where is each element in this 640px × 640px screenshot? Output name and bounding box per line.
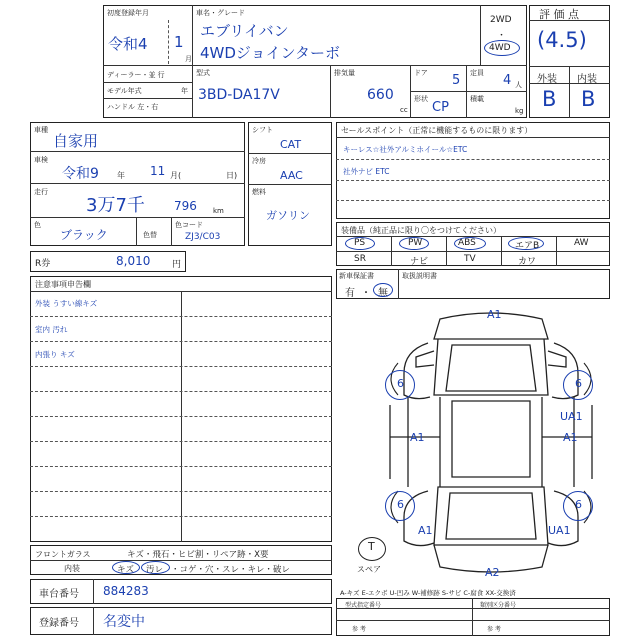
- equip-sr: SR: [354, 254, 366, 264]
- load-unit: kg: [515, 107, 524, 115]
- equip-abs: ABS: [458, 238, 476, 248]
- drive-2wd: 2WD: [490, 15, 512, 25]
- type-ref-divider: [472, 598, 473, 636]
- inspection-value: 令和9: [62, 166, 99, 182]
- notes-dash-3: [30, 366, 332, 367]
- color-code-divider: [171, 217, 172, 246]
- drive-divider: [480, 5, 481, 65]
- car-grade: 4WDジョインターボ: [200, 44, 341, 62]
- dmg-left-rear-wheel-circle: [385, 491, 415, 521]
- interior-value: B: [581, 87, 596, 111]
- notes-dash-9: [30, 516, 332, 517]
- glass-line: [30, 560, 332, 561]
- door-label: ドア: [414, 69, 428, 77]
- inspection-label: 車検: [34, 156, 48, 164]
- vehicle-line-2: [30, 183, 245, 184]
- recycle-box: [30, 251, 186, 272]
- shape-value: CP: [432, 100, 449, 115]
- dmg-right-rear: UA1: [548, 524, 571, 537]
- rating-divider: [569, 66, 570, 118]
- shape-label: 形状: [414, 95, 428, 103]
- interior-dirt-circle: [141, 561, 170, 574]
- door-value: 5: [452, 73, 461, 88]
- capacity-label: 定員: [470, 69, 484, 77]
- car-name: エブリイバン: [200, 22, 289, 40]
- capacity-value: 4: [503, 73, 512, 88]
- model-year-label: モデル年式: [107, 87, 142, 95]
- model-year-unit: 年: [181, 87, 188, 95]
- exterior-value: B: [542, 87, 557, 111]
- recycle-unit: 円: [172, 260, 182, 270]
- col-divider-5: [466, 65, 467, 118]
- spec-line-2: [248, 184, 332, 185]
- car-name-label: 車名・グレード: [196, 9, 245, 17]
- interior-opt-dirt: 汚レ: [146, 565, 164, 575]
- type-ref-title: 型式指定番号: [345, 602, 382, 609]
- cooling-value: AAC: [280, 169, 303, 182]
- color-value: ブラック: [60, 228, 108, 242]
- displacement-unit: cc: [400, 106, 408, 114]
- warranty-dot: ・: [361, 288, 371, 299]
- notes-label: 注意事項申告欄: [35, 280, 91, 289]
- dmg-front-top: A1: [487, 308, 502, 321]
- sales-dash-3: [336, 200, 610, 201]
- row-line-2: [103, 98, 192, 99]
- color-divider: [136, 217, 137, 246]
- rating-line-1: [529, 20, 610, 21]
- equip-div-4: [556, 236, 557, 266]
- equip-div-1: [391, 236, 392, 266]
- glass-label: フロントガラス: [35, 550, 91, 559]
- equip-ps-circle: [345, 237, 375, 250]
- notes-dash-2: [30, 341, 332, 342]
- equip-pw: PW: [408, 238, 423, 248]
- warranty-no: 無: [378, 288, 388, 299]
- vehicle-line-3: [30, 217, 245, 218]
- sales-label: セールスポイント（正常に機能するものに限ります）: [341, 126, 533, 135]
- recycle-label: R券: [35, 259, 51, 269]
- dmg-right-rear-wheel: 6: [575, 498, 582, 511]
- equip-pw-circle: [399, 237, 429, 250]
- sales-line-1: キーレス☆社外アルミホイール☆ETC: [343, 145, 468, 154]
- type-value: 3BD-DA17V: [198, 87, 280, 103]
- equip-leather: カワ: [518, 257, 537, 267]
- dmg-left-side: A1: [410, 431, 425, 444]
- recycle-value: 8,010: [116, 254, 151, 268]
- spare-letter: T: [368, 540, 375, 553]
- equip-airbag: エアB: [515, 241, 540, 251]
- vehicle-line-1: [30, 151, 245, 152]
- chassis-label: 車台番号: [39, 589, 79, 600]
- inspection-day-unit: 日): [226, 171, 238, 180]
- car-type-label: 車種: [34, 126, 48, 134]
- dmg-rear: A2: [485, 566, 500, 579]
- mileage-unit: km: [213, 207, 224, 215]
- color-code-value: ZJ3/C03: [185, 232, 221, 242]
- inspection-year-unit: 年: [117, 171, 125, 180]
- shift-label: シフト: [252, 126, 273, 134]
- color-code-label: 色コード: [175, 221, 203, 229]
- first-reg-month: 1: [174, 33, 184, 51]
- dmg-right-mirror-circle: [563, 370, 593, 400]
- warranty-no-circle: [373, 283, 393, 297]
- mileage-sub: 796: [174, 199, 197, 213]
- dmg-left-rear: A1: [418, 524, 433, 537]
- dmg-right-side: A1: [563, 431, 578, 444]
- type-ref-line-2: [336, 620, 610, 621]
- notes-dash-7: [30, 466, 332, 467]
- rating-score: (4.5): [537, 28, 587, 52]
- spare-label: スペア: [357, 565, 381, 574]
- dmg-left-rear-wheel: 6: [397, 498, 404, 511]
- interior-opt-rest: ・コゲ・穴・スレ・キレ・破レ: [171, 565, 290, 575]
- inspection-month: 11: [150, 164, 166, 178]
- dmg-left-mirror-circle: [385, 370, 415, 400]
- equip-line-2: [336, 251, 610, 252]
- equip-navi: ナビ: [410, 257, 429, 267]
- cooling-label: 冷房: [252, 157, 266, 165]
- class-ref-sub: 参 考: [487, 626, 501, 633]
- sales-line-2: 社外ナビ ETC: [343, 167, 390, 176]
- manual-label: 取扱説明書: [402, 272, 437, 280]
- note-item-1: 外装 うすい線キズ: [35, 299, 98, 308]
- exterior-label: 外装: [537, 74, 557, 85]
- sales-line-0: [336, 137, 610, 138]
- mileage-value: 3万7千: [86, 195, 145, 216]
- equip-ps: PS: [354, 238, 366, 248]
- col-divider: [192, 5, 193, 65]
- car-type-value: 自家用: [53, 132, 99, 150]
- note-item-3: 内張り キズ: [35, 350, 75, 359]
- equip-div-2: [446, 236, 447, 266]
- note-item-2: 室内 汚れ: [35, 325, 68, 334]
- drive-4wd: 4WD: [489, 43, 511, 53]
- car-diagram: [378, 305, 604, 585]
- class-ref-title: 類別区分番号: [480, 602, 517, 609]
- first-reg-divider: [168, 20, 169, 64]
- reg-value: 名変中: [103, 614, 145, 630]
- door-row-line: [410, 91, 527, 92]
- dmg-right-front: UA1: [560, 410, 583, 423]
- warranty-divider: [398, 269, 399, 299]
- notes-dash-4: [30, 391, 332, 392]
- fuel-value: ガソリン: [266, 209, 310, 222]
- displacement-label: 排気量: [334, 69, 355, 77]
- chassis-divider: [93, 579, 94, 604]
- col-divider-3: [330, 65, 331, 118]
- inspection-month-unit: 月(: [170, 171, 182, 180]
- fuel-label: 燃料: [252, 188, 266, 196]
- equip-div-3: [501, 236, 502, 266]
- sales-dash-2: [336, 180, 610, 181]
- chassis-value: 884283: [103, 584, 149, 598]
- load-label: 積載: [470, 95, 484, 103]
- notes-dash-6: [30, 441, 332, 442]
- col-divider-2: [192, 65, 193, 118]
- warranty-label: 新車保証書: [339, 272, 374, 280]
- glass-options: キズ・飛石・ヒビ割・リペア跡・X要: [127, 550, 269, 560]
- mileage-label: 走行: [34, 188, 48, 196]
- header-row-line: [103, 65, 527, 66]
- spec-line-1: [248, 153, 332, 154]
- equipment-label: 装備品（純正品に限り〇をつけてください）: [341, 226, 501, 235]
- capacity-unit: 人: [515, 81, 522, 89]
- type-ref-sub: 参 考: [352, 626, 366, 633]
- handle-label: ハンドル 左・右: [107, 103, 159, 111]
- equip-tv: TV: [464, 254, 476, 264]
- equip-airbag-circle: [508, 237, 544, 250]
- drive-dot: ・: [497, 31, 507, 41]
- interior-scratch-circle: [112, 561, 140, 574]
- equip-aw: AW: [574, 238, 589, 248]
- first-reg-label: 初度登録年月: [107, 9, 149, 17]
- dmg-left-mirror: 6: [397, 377, 404, 390]
- warranty-yes: 有: [345, 288, 355, 299]
- type-label: 型式: [196, 69, 210, 77]
- interior-row-label: 内装: [64, 564, 80, 573]
- rating-label: 評 価 点: [539, 8, 579, 21]
- interior-opt-scratch: キズ: [117, 565, 134, 575]
- equip-abs-circle: [454, 237, 486, 250]
- dmg-right-mirror: 6: [575, 377, 582, 390]
- displacement-value: 660: [367, 87, 394, 103]
- dealer-label: ディーラー・並 行: [107, 71, 165, 79]
- reg-divider: [93, 607, 94, 635]
- interior-label: 内装: [577, 74, 597, 85]
- row-line-1: [103, 82, 192, 83]
- shift-value: CAT: [280, 138, 302, 151]
- notes-dash-5: [30, 416, 332, 417]
- dmg-right-rear-wheel-circle: [563, 491, 593, 521]
- reg-label: 登録番号: [39, 618, 79, 629]
- notes-dash-1: [30, 316, 332, 317]
- color-label: 色: [34, 221, 41, 229]
- first-reg-era: 令和4: [108, 35, 148, 53]
- color-change-label: 色替: [143, 231, 157, 239]
- damage-legend: A-キズ E-エクボ U-凹み W-補修跡 S-サビ C-腐食 XX-交換済: [340, 589, 516, 597]
- drive-4wd-circle: [484, 40, 520, 56]
- notes-dash-8: [30, 491, 332, 492]
- first-reg-month-unit: 月: [185, 55, 192, 63]
- sales-dash-1: [336, 159, 610, 160]
